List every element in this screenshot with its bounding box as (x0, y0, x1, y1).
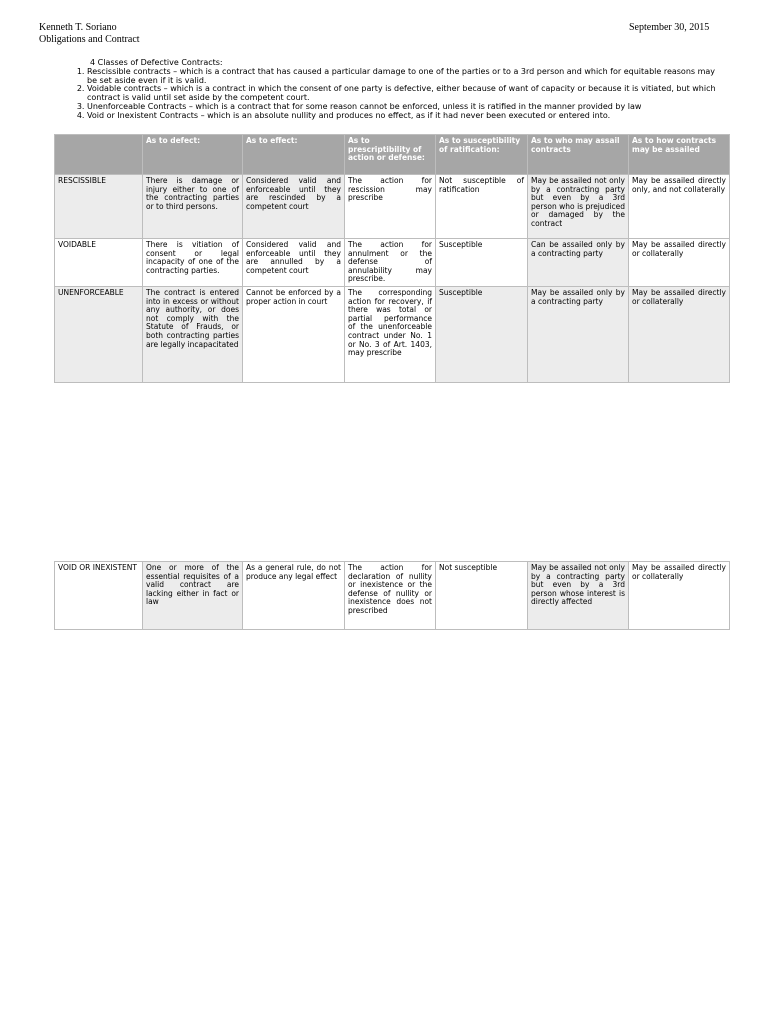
header-cell: As to susceptibility of ratification: (436, 135, 528, 175)
list-item: 2. Voidable contracts – which is a contract in which the consent of one party is defective, either because of want of capacity or because it is vitiated, but which contract is valid until set aside by the competent court. (87, 85, 724, 103)
table-cell: May be assailed directly only, and not collaterally (629, 175, 730, 239)
table-row (55, 287, 730, 383)
list-item: 3. Unenforceable Contracts – which is a contract that for some reason cannot be enforced, unless it is ratified in the manner provided by law (87, 103, 724, 112)
intro-section (74, 59, 724, 121)
table-cell: Cannot be enforced by a proper action in court (243, 287, 345, 383)
header-cell: As to how contracts may be assailed (629, 135, 730, 175)
row-label: UNENFORCEABLE (55, 287, 143, 383)
table-cell: Not susceptible (436, 562, 528, 630)
course-title: Obligations and Contract (39, 34, 140, 45)
table-cell: May be assailed only by a contracting party (528, 287, 629, 383)
table-row (55, 562, 730, 630)
table-cell: There is vitiation of consent or legal incapacity of one of the contracting parties. (143, 239, 243, 287)
table-cell: The action for rescission may prescribe (345, 175, 436, 239)
table-cell: Considered valid and enforceable until they are rescinded by a competent court (243, 175, 345, 239)
table-cell: Can be assailed only by a contracting party (528, 239, 629, 287)
list-item: 4. Void or Inexistent Contracts – which is an absolute nullity and produces no effect, as if it had never been executed or entered into. (87, 112, 724, 121)
table-cell: The action for annulment or the defense of annulability may prescribe. (345, 239, 436, 287)
table-cell: May be assailed not only by a contracting party but even by a 3rd person who is prejudiced or damaged by the contract (528, 175, 629, 239)
table-cell: The action for declaration of nullity or inexistence or the defense of nullity or inexistence does not prescribed (345, 562, 436, 630)
document-date: September 30, 2015 (629, 22, 710, 33)
header-cell-empty (55, 135, 143, 175)
table-cell: There is damage or injury either to one of the contracting parties or to third persons. (143, 175, 243, 239)
table-cell: As a general rule, do not produce any legal effect (243, 562, 345, 630)
row-label: RESCISSIBLE (55, 175, 143, 239)
table-cell: May be assailed directly or collaterally (629, 239, 730, 287)
table-cell: Susceptible (436, 239, 528, 287)
table-header-row (55, 135, 730, 175)
row-label: VOIDABLE (55, 239, 143, 287)
table-cell: Susceptible (436, 287, 528, 383)
table-cell: Not susceptible of ratification (436, 175, 528, 239)
header-cell: As to prescriptibility of action or defense: (345, 135, 436, 175)
table-cell: Considered valid and enforceable until they are annulled by a competent court (243, 239, 345, 287)
defective-contracts-list (74, 68, 724, 121)
void-contracts-table (54, 561, 730, 630)
header-cell: As to defect: (143, 135, 243, 175)
header-cell: As to who may assail contracts (528, 135, 629, 175)
list-item: 1. Rescissible contracts – which is a contract that has caused a particular damage to one of the parties or to a 3rd person and which for equitable reasons may be set aside even if it is valid. (87, 68, 724, 86)
document-header-left (39, 22, 140, 46)
table-cell: May be assailed directly or collaterally (629, 287, 730, 383)
header-cell: As to effect: (243, 135, 345, 175)
row-label: VOID OR INEXISTENT (55, 562, 143, 630)
author-name: Kenneth T. Soriano (39, 22, 117, 33)
table-cell: May be assailed not only by a contracting party but even by a 3rd person whose interest is directly affected (528, 562, 629, 630)
table-cell: The corresponding action for recovery, if there was total or partial performance of the unenforceable contract under No. 1 or No. 3 of Art. 1403, may prescribe (345, 287, 436, 383)
defective-contracts-table (54, 134, 730, 383)
table-cell: The contract is entered into in excess or without any authority, or does not comply with the Statute of Frauds, or both contracting parties are legally incapacitated (143, 287, 243, 383)
table-row (55, 239, 730, 287)
table-row (55, 175, 730, 239)
table-cell: May be assailed directly or collaterally (629, 562, 730, 630)
table-cell: One or more of the essential requisites of a valid contract are lacking either in fact or law (143, 562, 243, 630)
intro-title: 4 Classes of Defective Contracts: (90, 58, 223, 67)
